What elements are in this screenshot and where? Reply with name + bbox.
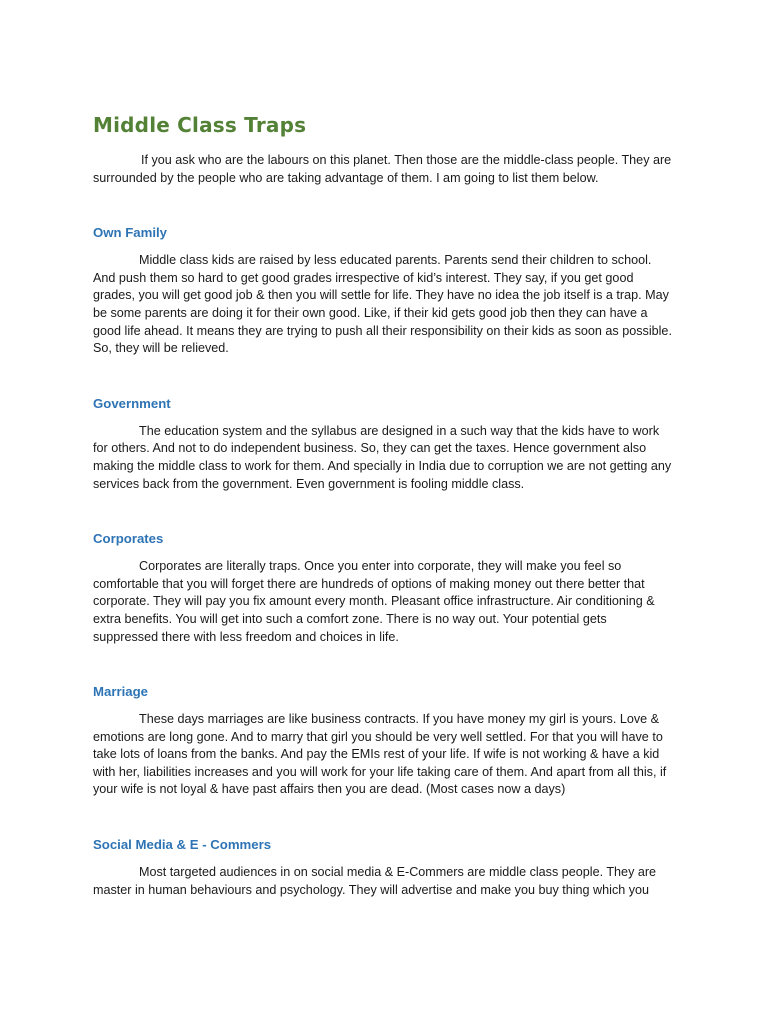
intro-paragraph: If you ask who are the labours on this planet. Then those are the middle-class people. They are surrounded by the people who are taking advantage of them. I am going to list them below.	[93, 153, 672, 185]
section-body: The education system and the syllabus are designed in a such way that the kids have to work for others. And not to do independent business. So, they can get the taxes. Hence government also making the middle class to work for them. And specially in India due to corruption we are not getting any services back from the government. Even government is fooling middle class.	[93, 423, 672, 491]
section-heading: Marriage	[93, 684, 148, 700]
section-heading: Social Media & E - Commers	[93, 837, 272, 853]
section-body: Most targeted audiences in on social media & E-Commers are middle class people. They are master in human behaviours and psychology. They will advertise and make you buy thing which you	[93, 865, 657, 897]
section-heading: Corporates	[93, 531, 164, 547]
document-title: Middle Class Traps	[93, 113, 307, 137]
section-body: Middle class kids are raised by less educated parents. Parents send their children to school. And push them so hard to get good grades irrespective of kid’s interest. They say, if you get good grades, you will get good job & then you will settle for life. They have no idea the job itself is a trap. May be some parents are doing it for their own good. Like, if their kid gets good job then they can have a good life ahead. It means they are trying to push all their responsibility on their kids as soon as possible. So, they will be relieved.	[93, 253, 672, 356]
section-social-media	[93, 836, 675, 899]
section-body: Corporates are literally traps. Once you enter into corporate, they will make you feel so comfortable that you will forget there are hundreds of options of making money out there better that corporate. They will pay you fix amount every month. Pleasant office infrastructure. Air conditioning & extra benefits. You will get into such a comfort zone. There is no way out. Your potential gets suppressed there with less freedom and choices in life.	[93, 559, 655, 644]
section-body: These days marriages are like business contracts. If you have money my girl is yours. Love & emotions are long gone. And to marry that girl you should be very well settled. For that you will have to take lots of loans from the banks. And pay the EMIs rest of your life. If wife is not working & have a kid with her, liabilities increases and you will work for your life taking care of them. And apart from all this, if your wife is not loyal & have past affairs then you are dead. (Most cases now a days)	[93, 712, 667, 797]
section-government	[93, 395, 675, 493]
section-own-family	[93, 224, 675, 358]
section-heading: Government	[93, 395, 171, 411]
section-heading: Own Family	[93, 225, 168, 241]
document-page	[93, 112, 675, 899]
section-marriage	[93, 683, 675, 799]
section-corporates	[93, 530, 675, 646]
